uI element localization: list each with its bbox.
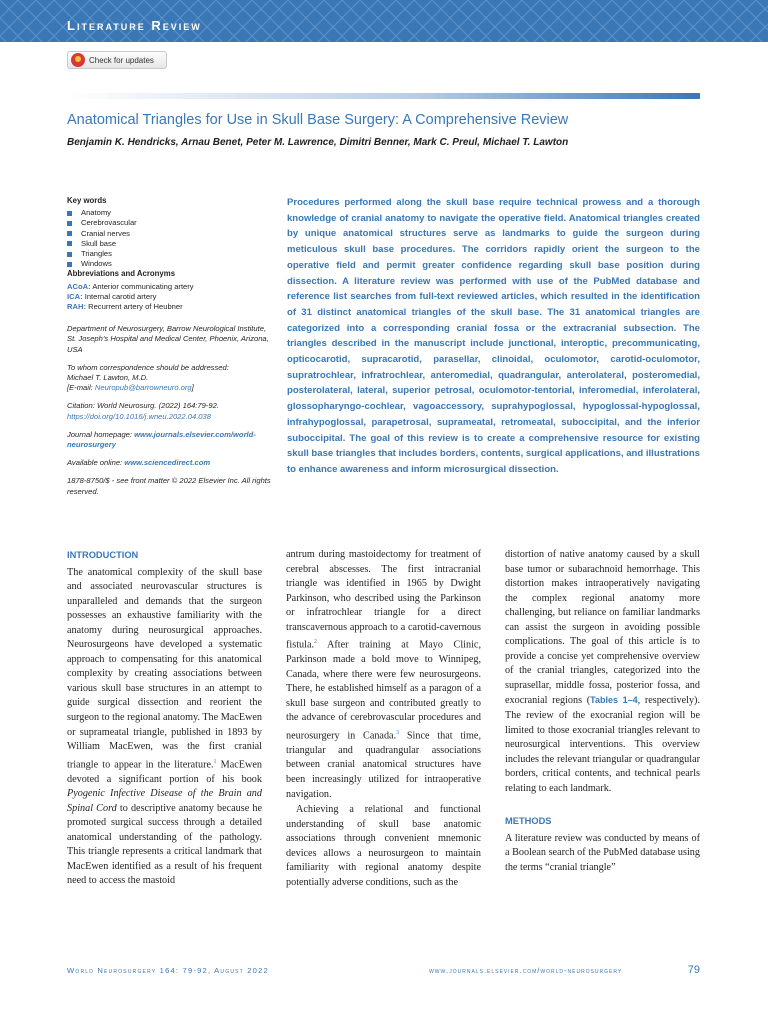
methods-heading: METHODS [505,816,552,827]
body-column-1 [67,548,262,889]
citation: Citation: World Neurosurg. (2022) 164:79-92. https://doi.org/10.1016/j.wneu.2022.04.038 [67,401,272,421]
title-divider [67,93,700,99]
square-bullet-icon [67,252,72,257]
journal-homepage: Journal homepage: www.journals.elsevier.com/world-neurosurgery [67,429,256,450]
check-for-updates-button[interactable] [67,51,167,69]
intro-paragraph-cont: antrum during mastoidectomy for treatment of cerebral abscesses. The first intracranial triangle was identified in 1965 by Dwight Parkinson, who described using the Parkinson or infratrochlear triangle for a direct transcavernous approach to a carotid-cavernous fistula.$^2$ After training at Mayo Clinic, Parkinson made a bold move to Winnipeg, Canada, where there were few neurosurgeons. There, he established himself as a paragon of a skull base surgeon and contributed greatly to the advance of cerebrovascular procedures and neurosurgery in Canada.$^3$ Since that time, triangular and quadrangular associations between cranial anatomical structures have been increasingly utilized for intraoperative navigation. [286,549,481,800]
footer-journal: World Neurosurgery 164: 79-92, August 2022 [67,966,269,975]
reference-link[interactable]: 1 [213,758,217,765]
reference-link[interactable]: 3 [396,729,400,736]
intro-paragraph-2: Achieving a relational and functional understanding of skull base anatomic associations through convenient mnemonic devices allows a neurosurgeon to maintain familiarity with regional anatomy despite potentially adverse conditions, such as the [286,804,481,888]
correspondence: To whom correspondence should be addressed: Michael T. Lawton, M.D. [E-mail: Neuropub@barrowneuro.org] [67,362,229,393]
keywords-title: Key words [67,196,107,205]
abbreviation-item: RAH: Recurrent artery of Heubner [67,302,183,312]
keyword-item: Cerebrovascular [67,218,272,228]
keyword-item: Triangles [67,249,272,259]
journal-banner [0,0,768,42]
crossmark-icon [71,53,85,67]
article-sidebar [67,196,272,497]
banner-title: Literature Review [67,18,202,33]
email-link[interactable]: Neuropub@barrowneuro.org [94,383,192,393]
article-title: Anatomical Triangles for Use in Skull Base Surgery: A Comprehensive Review [67,112,569,128]
keyword-item: Cranial nerves [67,229,272,239]
methods-paragraph: A literature review was conducted by means of a Boolean search of the PubMed database using the terms “cranial triangle” [505,832,700,873]
doi-link[interactable]: https://doi.org/10.1016/j.wneu.2022.04.038 [67,411,211,421]
affiliation: Department of Neurosurgery, Barrow Neurological Institute, St. Joseph’s Hospital and Medical Center, Phoenix, Arizona, USA [67,324,269,354]
abbreviation-item: ACoA: Anterior communicating artery [67,281,194,291]
keywords-list [67,208,272,269]
reference-link[interactable]: 2 [314,639,318,646]
abbreviations-title: Abbreviations and Acronyms [67,269,176,279]
keyword-item: Skull base [67,239,272,249]
square-bullet-icon [67,262,72,267]
square-bullet-icon [67,241,72,246]
abbreviation-item: ICA: Internal carotid artery [67,291,157,301]
copyright: 1878-8750/$ - see front matter © 2022 Elsevier Inc. All rights reserved. [67,476,271,496]
square-bullet-icon [67,211,72,216]
homepage-link[interactable]: www.journals.elsevier.com/world-neurosurgery [67,429,256,450]
check-for-updates-label: Check for updates [89,55,154,65]
page-number: 79 [687,964,700,976]
intro-paragraph-2-cont: distortion of native anatomy caused by a skull base tumor or subarachnoid hemorrhage. This distortion makes intraoperatively navigating the complex regional anatomy more challenging, but reliance on familiar landmarks can assist the surgeon in avoiding possible complications. The goal of this article is to provide a concise yet comprehensive overview of the cranial triangles, categorized into the suprasellar, middle fossa, posterior fossa, and exocranial regions (Tables 1–4, respectively). The review of the exocranial region will be limited to those exocranial triangles relevant to neurosurgical interventions. This overview includes the relevant triangular or quadrangular borders, critical contents, and technical pearls relating to each landmark. [505,549,700,794]
page-footer [67,964,700,980]
abbreviation-list [67,282,272,313]
keyword-item: Anatomy [67,208,272,218]
footer-url[interactable]: www.journals.elsevier.com/world-neurosurgery [429,966,623,975]
article-authors: Benjamin K. Hendricks, Arnau Benet, Peter M. Lawrence, Dimitri Benner, Mark C. Preul, Michael T. Lawton [67,137,569,148]
body-column-3 [505,548,700,875]
tables-link[interactable]: Tables 1–4 [590,695,638,706]
body-column-2 [286,548,481,890]
square-bullet-icon [67,221,72,226]
introduction-heading: INTRODUCTION [67,550,139,560]
sciencedirect-link[interactable]: www.sciencedirect.com [124,458,211,468]
keyword-item: Windows [67,259,272,269]
square-bullet-icon [67,231,72,236]
intro-paragraph: The anatomical complexity of the skull base and associated neurovascular structures is unparalleled and demands that the surgeon possesses an exhaustive familiarity with the anatomy during neurosurgical approaches. Neurosurgeons have developed a systematic approach to compensating for this anatomical complexity by creating associations between various skull base structures in an attempt to guide surgical dissection and reorient the surgeon to the regional anatomy. The MacEwen or suprameatal triangle, published in 1893 by William MacEwen, was the first cranial triangle to appear in the literature.$^1$ MacEwen devoted a significant portion of his book Pyogenic Infective Disease of the Brain and Spinal Cord to descriptive anatomy because he promoted surgical success through a detailed anatomical understanding of the pathology. This triangle represents a critical landmark that MacEwen identified as a result of his frequent need to access the mastoid [67,566,263,887]
available-online: Available online: www.sciencedirect.com [67,458,211,468]
abstract: Procedures performed along the skull base require technical prowess and a thorough knowledge of cranial anatomy to navigate the operative field. Anatomical triangles created by unique anatomical structures serve as landmarks to guide the surgeon during meticulous skull base procedures. The corridors rapidly orient the surgeon to the operative field and permit greater confidence regarding skull base position during dissection. A literature review was performed with use of the PubMed database and reference list searches from full-text reviewed articles, which resulted in the identification of 31 distinct anatomical triangles of the skull base. The 31 anatomical triangles are categorized into a corresponding cranial fossa or the extracranial subsection. The triangles described in the manuscript include junctional, interoptic, precommunicating, opticocarotid, supracarotid, parasellar, clinoidal, oculomotor, carotid-oculomotor, supratrochlear, infratrochlear, anteromedial, quadrangular, anterolateral, posteromedial, posterolateral, lateral, superior petrosal, oculomotor-tentorial, inferomedial, inferolateral, glossopharyngo-cochlear, vagoaccessory, suprahypoglossal, hypoglossal-hypoglossal, infrahypoglossal, parapetrosal, suprameatal, retromeatal, suboccipital, and the inferior suboccipital. The goal of this review is to create a comprehensive resource for existing skull base triangles that includes borders, contents, surgical applications, and illustrations to enhance awareness and inform microsurgical dissection. [287,197,700,475]
